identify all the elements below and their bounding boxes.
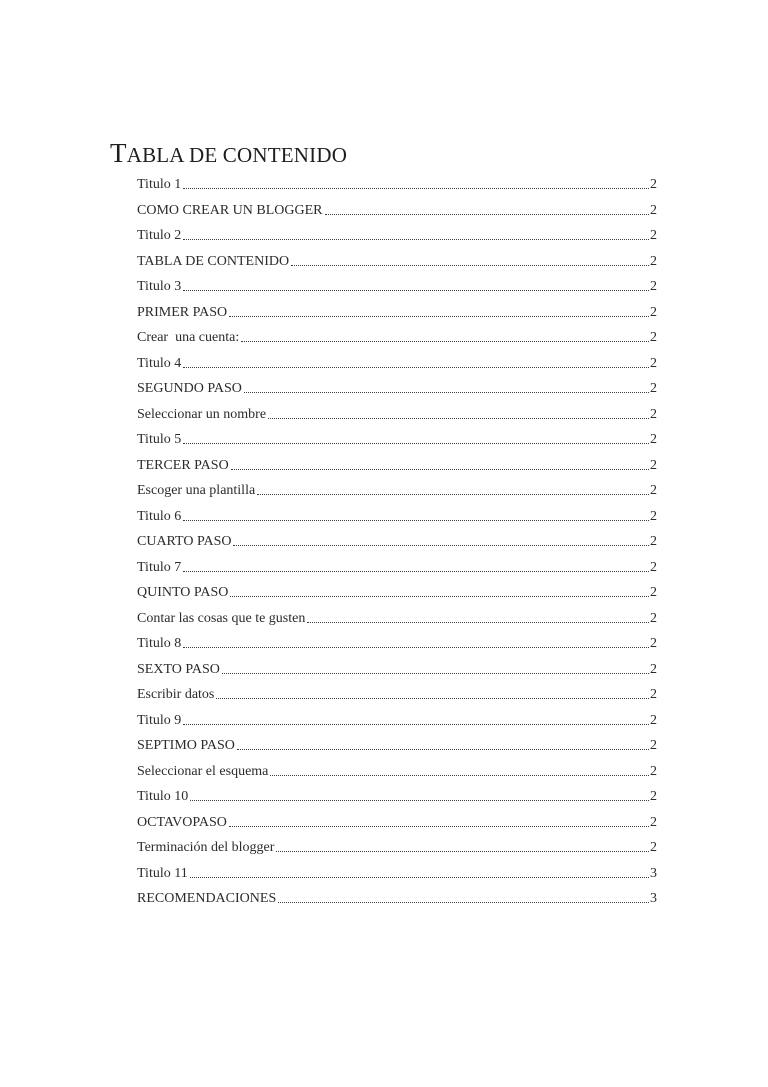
toc-heading-rest: ABLA DE CONTENIDO bbox=[126, 143, 348, 167]
toc-entry-page-number: 2 bbox=[650, 177, 657, 192]
toc-entry bbox=[137, 406, 657, 432]
toc-dot-leader bbox=[229, 304, 649, 317]
toc-entry-page-number: 3 bbox=[650, 865, 657, 881]
toc-entry bbox=[137, 890, 657, 916]
toc-entry bbox=[137, 839, 657, 865]
toc-dot-leader bbox=[325, 202, 649, 215]
toc-dot-leader bbox=[190, 788, 649, 801]
toc-dot-leader bbox=[241, 329, 649, 342]
toc-entry bbox=[137, 253, 657, 279]
toc-entry-label: Terminación del blogger bbox=[137, 840, 275, 855]
toc-entry bbox=[137, 304, 657, 330]
toc-dot-leader bbox=[183, 431, 649, 444]
toc-entry-page-number: 2 bbox=[650, 228, 657, 243]
toc-entry-page-number: 2 bbox=[650, 687, 657, 702]
toc-dot-leader bbox=[183, 227, 649, 240]
toc-entry-label: Titulo 4 bbox=[137, 355, 182, 371]
toc-dot-leader bbox=[244, 380, 649, 393]
toc-dot-leader bbox=[229, 814, 649, 827]
toc-dot-leader bbox=[183, 559, 649, 572]
toc-entry-label: Titulo 1 bbox=[137, 177, 182, 192]
toc-dot-leader bbox=[230, 584, 649, 597]
toc-entry bbox=[137, 865, 657, 891]
toc-entry-page-number: 2 bbox=[650, 381, 657, 396]
toc-entry bbox=[137, 712, 657, 738]
toc-entry bbox=[137, 278, 657, 304]
toc-entry-page-number: 2 bbox=[650, 738, 657, 753]
toc-entry-page-number: 2 bbox=[650, 432, 657, 447]
toc-entry bbox=[137, 788, 657, 814]
toc-entry-label: Titulo 2 bbox=[137, 228, 182, 243]
toc-entry-page-number: 2 bbox=[650, 202, 657, 218]
toc-entry-label: Titulo 5 bbox=[137, 432, 182, 447]
toc-dot-leader bbox=[257, 482, 649, 495]
toc-entry-label: Titulo 10 bbox=[137, 789, 189, 804]
toc-entry bbox=[137, 814, 657, 840]
toc-entry bbox=[137, 176, 657, 202]
toc-entry bbox=[137, 431, 657, 457]
toc-entry-page-number: 2 bbox=[650, 534, 657, 549]
toc-entry-page-number: 2 bbox=[650, 457, 657, 473]
toc-dot-leader bbox=[270, 763, 649, 776]
toc-entry-page-number: 2 bbox=[650, 508, 657, 524]
toc-dot-leader bbox=[183, 635, 649, 648]
toc-entry-label: SEXTO PASO bbox=[137, 661, 220, 677]
toc-entry bbox=[137, 508, 657, 534]
toc-entry-page-number: 2 bbox=[650, 814, 657, 830]
toc-entry-page-number: 2 bbox=[650, 636, 657, 651]
toc-entry-label: QUINTO PASO bbox=[137, 585, 229, 600]
toc-entry bbox=[137, 202, 657, 228]
toc-entry-label: OCTAVOPASO bbox=[137, 814, 227, 830]
toc-entry-label: Seleccionar el esquema bbox=[137, 763, 269, 779]
toc-dot-leader bbox=[222, 661, 649, 674]
toc-dot-leader bbox=[237, 737, 649, 750]
toc-dot-leader bbox=[278, 890, 649, 903]
toc-entry-label: Contar las cosas que te gusten bbox=[137, 610, 306, 626]
toc-dot-leader bbox=[231, 457, 649, 470]
toc-entry-label: Titulo 7 bbox=[137, 559, 182, 575]
toc-dot-leader bbox=[190, 865, 649, 878]
toc-dot-leader bbox=[183, 278, 649, 291]
toc-entry-label: SEGUNDO PASO bbox=[137, 381, 242, 396]
toc-entry-page-number: 2 bbox=[650, 763, 657, 779]
toc-dot-leader bbox=[183, 355, 649, 368]
toc-dot-leader bbox=[268, 406, 649, 419]
toc-list bbox=[137, 176, 657, 916]
toc-dot-leader bbox=[183, 508, 649, 521]
toc-dot-leader bbox=[291, 253, 649, 266]
toc-entry-label: Titulo 11 bbox=[137, 865, 188, 881]
toc-entry bbox=[137, 355, 657, 381]
toc-entry-page-number: 2 bbox=[650, 483, 657, 498]
toc-entry-label: RECOMENDACIONES bbox=[137, 891, 277, 906]
toc-entry-page-number: 2 bbox=[650, 789, 657, 804]
toc-entry-page-number: 2 bbox=[650, 840, 657, 855]
toc-entry-page-number: 2 bbox=[650, 304, 657, 320]
toc-entry-page-number: 2 bbox=[650, 355, 657, 371]
toc-entry bbox=[137, 584, 657, 610]
toc-entry-label: CUARTO PASO bbox=[137, 534, 232, 549]
toc-entry bbox=[137, 661, 657, 687]
toc-entry-label: Titulo 3 bbox=[137, 279, 182, 294]
toc-entry bbox=[137, 329, 657, 355]
toc-entry bbox=[137, 737, 657, 763]
toc-entry bbox=[137, 533, 657, 559]
toc-entry-label: PRIMER PASO bbox=[137, 304, 228, 320]
toc-entry-label: Escribir datos bbox=[137, 687, 215, 702]
toc-entry-label: TABLA DE CONTENIDO bbox=[137, 253, 290, 269]
toc-entry bbox=[137, 610, 657, 636]
toc-entry bbox=[137, 686, 657, 712]
toc-entry-page-number: 2 bbox=[650, 610, 657, 626]
toc-entry-label: Crear una cuenta: bbox=[137, 330, 240, 345]
toc-entry bbox=[137, 457, 657, 483]
toc-entry-page-number: 2 bbox=[650, 661, 657, 677]
toc-entry-label: COMO CREAR UN BLOGGER bbox=[137, 202, 323, 218]
toc-entry-page-number: 2 bbox=[650, 559, 657, 575]
toc-entry-label: Titulo 9 bbox=[137, 712, 182, 728]
toc-entry bbox=[137, 482, 657, 508]
toc-dot-leader bbox=[216, 686, 649, 699]
toc-dot-leader bbox=[183, 176, 649, 189]
toc-entry-label: Titulo 8 bbox=[137, 636, 182, 651]
toc-dot-leader bbox=[183, 712, 649, 725]
toc-entry bbox=[137, 380, 657, 406]
toc-entry bbox=[137, 559, 657, 585]
toc-entry-page-number: 2 bbox=[650, 279, 657, 294]
toc-entry-page-number: 2 bbox=[650, 712, 657, 728]
toc-entry-page-number: 2 bbox=[650, 406, 657, 422]
toc-entry-label: Seleccionar un nombre bbox=[137, 406, 267, 422]
toc-dot-leader bbox=[307, 610, 649, 623]
toc-entry-page-number: 2 bbox=[650, 585, 657, 600]
toc-entry-page-number: 3 bbox=[650, 891, 657, 906]
toc-heading-initial: T bbox=[110, 138, 127, 168]
toc-entry-label: Titulo 6 bbox=[137, 508, 182, 524]
toc-entry-label: Escoger una plantilla bbox=[137, 483, 256, 498]
toc-dot-leader bbox=[233, 533, 649, 546]
toc-entry-label: TERCER PASO bbox=[137, 457, 229, 473]
toc-entry bbox=[137, 227, 657, 253]
toc-entry bbox=[137, 763, 657, 789]
toc-entry-page-number: 2 bbox=[650, 253, 657, 269]
toc-entry bbox=[137, 635, 657, 661]
toc-heading bbox=[110, 140, 347, 168]
toc-dot-leader bbox=[276, 839, 649, 852]
toc-entry-page-number: 2 bbox=[650, 330, 657, 345]
toc-entry-label: SEPTIMO PASO bbox=[137, 738, 235, 753]
